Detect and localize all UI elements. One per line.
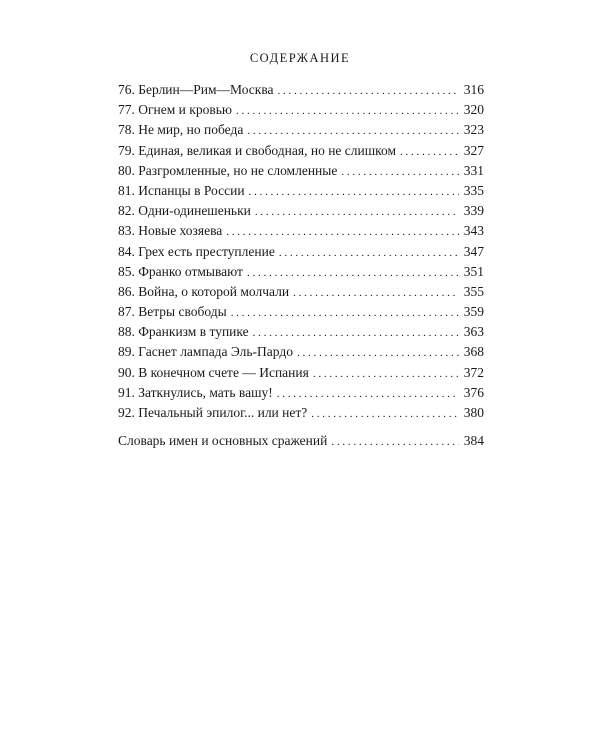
toc-entry-title: 90. В конечном счете — Испания <box>118 364 309 380</box>
toc-entry-page: 323 <box>463 122 484 138</box>
toc-entry-page: 331 <box>463 162 484 178</box>
toc-entry-page: 343 <box>463 223 484 239</box>
toc-entry-title: 83. Новые хозяева <box>118 223 223 239</box>
toc-entry-page: 384 <box>463 433 484 448</box>
toc-entry-title: 91. Заткнулись, мать вашу! <box>118 384 273 400</box>
toc-entry-page: 380 <box>463 405 484 420</box>
toc-entry <box>118 431 484 451</box>
toc-entry <box>118 302 484 322</box>
toc-entry <box>118 322 484 342</box>
toc-entry-page: 327 <box>463 142 484 158</box>
toc-entry-page: 339 <box>463 203 484 219</box>
toc-entry <box>118 383 484 403</box>
toc-entry-title: 79. Единая, великая и свободная, но не слишком <box>118 142 397 158</box>
page-title: СОДЕРЖАНИЕ <box>249 51 351 65</box>
toc-entry-page: 359 <box>463 304 484 320</box>
leader-dots <box>278 81 459 101</box>
toc-entry-page: 372 <box>463 364 484 380</box>
toc-entry-page: 347 <box>463 243 484 259</box>
toc-entry-page: 351 <box>463 263 484 279</box>
toc-entry-title: 85. Франко отмывают <box>118 263 243 279</box>
toc-entry-title: 82. Одни-одинешеньки <box>118 203 251 219</box>
leader-dots <box>255 202 459 222</box>
toc-entry-title: 86. Война, о которой молчали <box>118 283 290 299</box>
toc-entry-page: 316 <box>463 82 484 97</box>
toc-entry-title: 89. Гаснет лампада Эль-Пардо <box>118 344 293 360</box>
leader-dots <box>253 323 459 343</box>
toc-entry <box>118 181 484 201</box>
toc-entry <box>118 403 484 423</box>
toc-entry-title: 88. Франкизм в тупике <box>118 324 249 340</box>
toc-entry <box>118 242 484 262</box>
toc-entry <box>118 141 484 161</box>
toc-entry <box>118 80 484 100</box>
leader-dots <box>247 263 459 283</box>
toc-entry-page: 363 <box>463 324 484 340</box>
leader-dots <box>231 303 459 323</box>
toc-entry-page: 320 <box>463 102 484 118</box>
toc-entry-title: 80. Разгромленные, но не сломленные <box>118 162 338 178</box>
leader-dots <box>297 343 459 363</box>
toc-entry <box>118 201 484 221</box>
toc-entry <box>118 363 484 383</box>
toc-entry <box>118 342 484 362</box>
leader-dots <box>247 121 458 141</box>
leader-dots <box>331 432 458 452</box>
toc-entry-title: 77. Огнем и кровью <box>118 102 232 118</box>
toc-entry-title: 87. Ветры свободы <box>118 304 227 320</box>
toc-entry-title: 78. Не мир, но победа <box>118 122 244 138</box>
toc-entry <box>118 282 484 302</box>
toc-entry <box>118 100 484 120</box>
toc-entry-title: 84. Грех есть преступление <box>118 243 275 259</box>
toc-entry <box>118 262 484 282</box>
toc-entry <box>118 120 484 140</box>
toc-entry-page: 335 <box>463 182 484 198</box>
leader-dots <box>400 142 459 162</box>
toc-entry-page: 368 <box>463 344 484 360</box>
table-of-contents <box>118 80 484 423</box>
toc-entry-title: Словарь имен и основных сражений <box>118 433 328 448</box>
leader-dots <box>277 384 459 404</box>
leader-dots <box>279 243 459 263</box>
leader-dots <box>311 404 458 424</box>
leader-dots <box>236 101 459 121</box>
leader-dots <box>293 283 459 303</box>
toc-entry-page: 376 <box>463 384 484 400</box>
toc-entry <box>118 161 484 181</box>
toc-entry-title: 92. Печальный эпилог... или нет? <box>118 405 308 420</box>
leader-dots <box>313 364 459 384</box>
leader-dots <box>341 162 458 182</box>
toc-entry <box>118 221 484 241</box>
toc-entry-title: 76. Берлин—Рим—Москва <box>118 82 274 97</box>
toc-appendix <box>118 431 484 451</box>
toc-entry-title: 81. Испанцы в России <box>118 182 245 198</box>
toc-entry-page: 355 <box>463 283 484 299</box>
leader-dots <box>226 222 458 242</box>
leader-dots <box>249 182 459 202</box>
